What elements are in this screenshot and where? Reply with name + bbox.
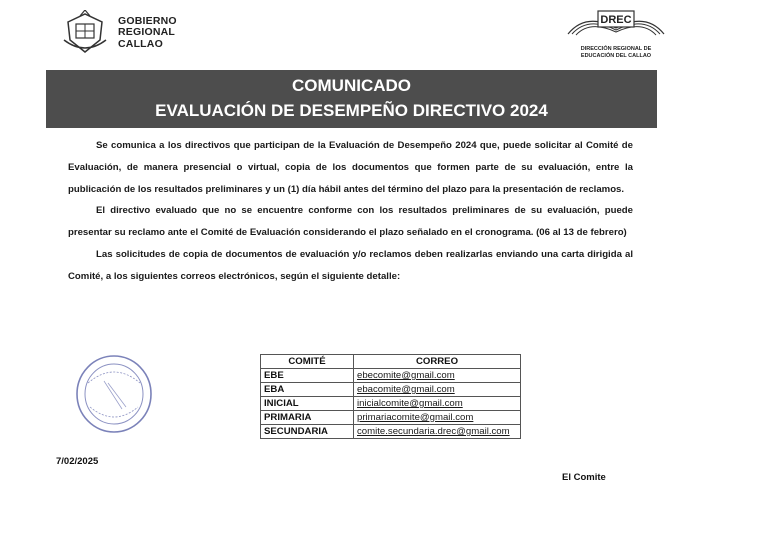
email-link[interactable]: primariacomite@gmail.com: [357, 412, 474, 423]
drec-sub-line-1: DIRECCIÓN REGIONAL DE: [580, 46, 652, 52]
coat-of-arms-icon: [60, 10, 110, 56]
gobierno-regional-name: [118, 16, 177, 51]
table-row: [261, 411, 521, 425]
gob-line-1: GOBIERNO: [118, 14, 177, 27]
comite-cell: EBA: [261, 383, 354, 397]
banner-title: COMUNICADO: [292, 76, 411, 95]
drec-book-icon: [566, 8, 666, 40]
correo-cell: [354, 369, 521, 383]
title-banner: [46, 70, 657, 128]
table-header-row: [261, 355, 521, 369]
comite-cell: PRIMARIA: [261, 411, 354, 425]
banner-subtitle: EVALUACIÓN DE DESEMPEÑO DIRECTIVO 2024: [155, 101, 548, 120]
communique-body: [68, 135, 633, 288]
gobierno-regional-logo: [60, 10, 177, 56]
correo-cell: [354, 411, 521, 425]
official-stamp-icon: [74, 353, 154, 435]
comite-cell: SECUNDARIA: [261, 425, 354, 439]
correo-cell: [354, 397, 521, 411]
header-correo: CORREO: [354, 355, 521, 369]
comite-cell: EBE: [261, 369, 354, 383]
document-date: 7/02/2025: [56, 456, 99, 467]
table-row: [261, 369, 521, 383]
email-link[interactable]: comite.secundaria.drec@gmail.com: [357, 426, 510, 437]
correo-cell: [354, 425, 521, 439]
header-comite: COMITÉ: [261, 355, 354, 369]
table-row: [261, 397, 521, 411]
paragraph-1: Se comunica a los directivos que participan de la Evaluación de Desempeño 2024 que, puede solicitar al Comité de Evaluación, de manera presencial o virtual, copia de los documentos que formen parte de su evaluación, entre la publicación de los resultados preliminares y un (1) día hábil antes del término del plazo para la presentación de reclamos.: [68, 140, 633, 195]
table-row: [261, 425, 521, 439]
correo-cell: [354, 383, 521, 397]
drec-subtitle: [562, 46, 670, 59]
email-link[interactable]: ebecomite@gmail.com: [357, 370, 455, 381]
table-row: [261, 383, 521, 397]
paragraph-3: Las solicitudes de copia de documentos de evaluación y/o reclamos deben realizarlas enviando una carta dirigida al Comité, a los siguientes correos electrónicos, según el siguiente detalle:: [68, 248, 633, 282]
signature: El Comite: [562, 472, 606, 483]
comite-cell: INICIAL: [261, 397, 354, 411]
paragraph-2: El directivo evaluado que no se encuentre conforme con los resultados preliminares de su evaluación, puede presentar su reclamo ante el Comité de Evaluación considerando el plazo señalado en el cronograma. (06 al 13 de febrero): [68, 205, 633, 239]
email-link[interactable]: inicialcomite@gmail.com: [357, 398, 463, 409]
gob-line-2: REGIONAL: [118, 26, 176, 39]
gob-line-3: CALLAO: [118, 37, 163, 50]
committee-email-table: [260, 354, 521, 439]
email-link[interactable]: ebacomite@gmail.com: [357, 384, 455, 395]
drec-logo: [562, 8, 670, 59]
drec-sub-line-2: EDUCACIÓN DEL CALLAO: [580, 52, 652, 59]
drec-logo-text: DREC: [600, 14, 632, 26]
